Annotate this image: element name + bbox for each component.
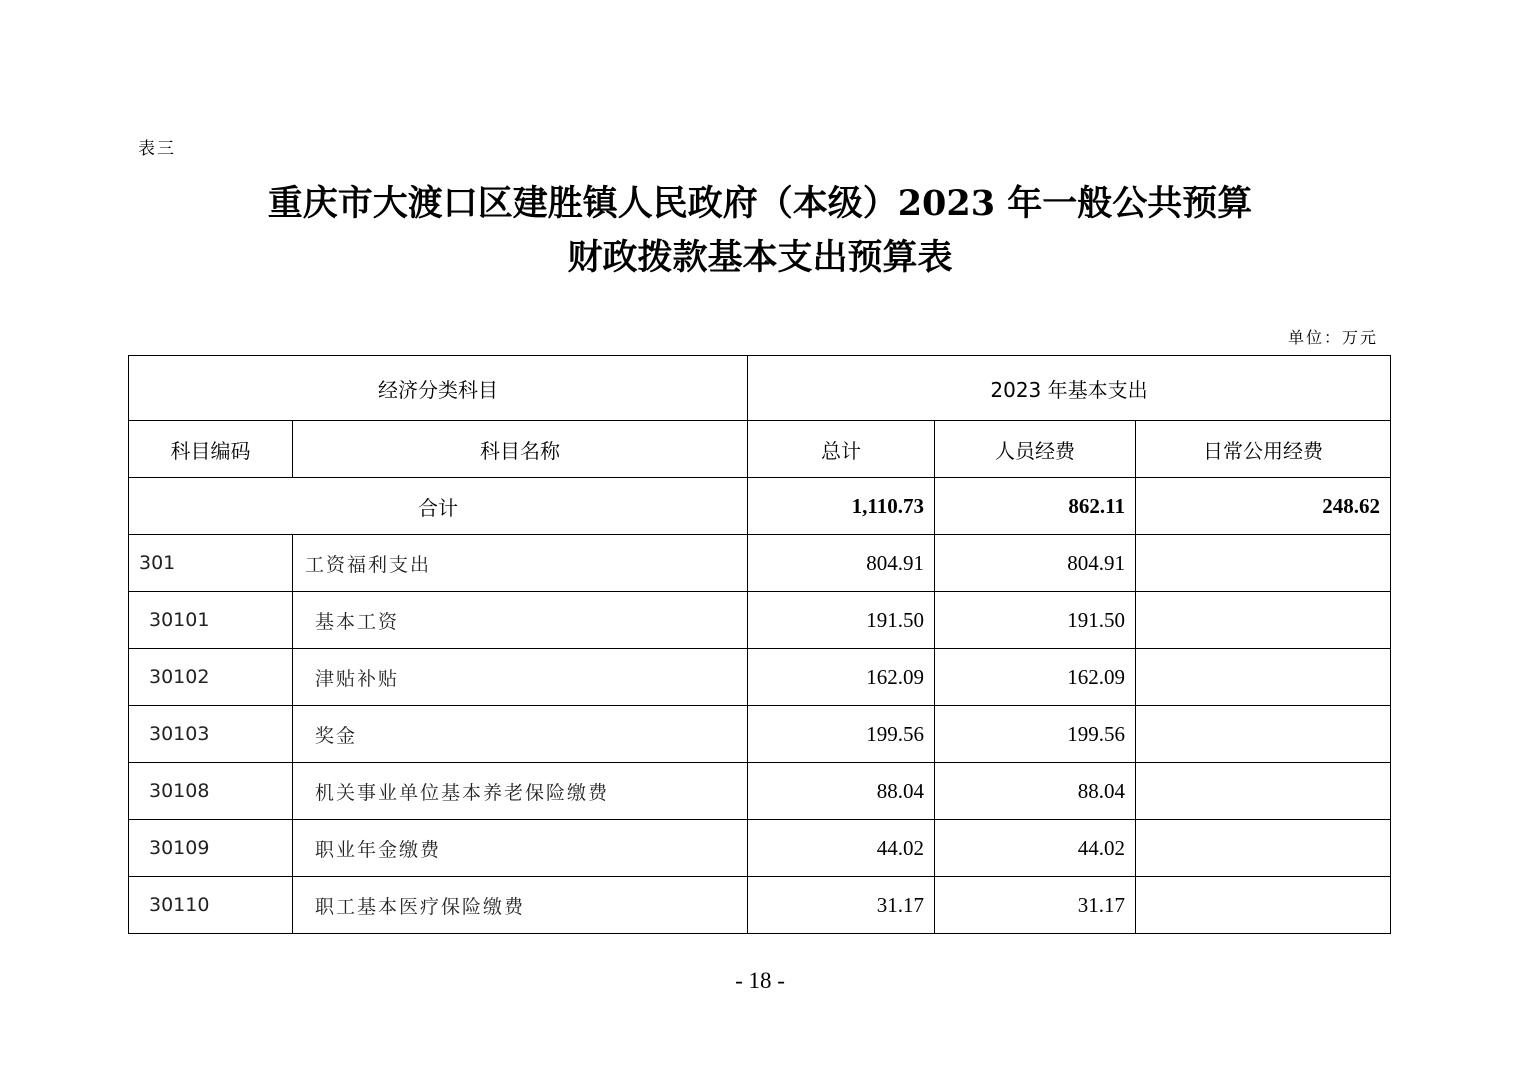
row-total: 191.50 bbox=[748, 592, 935, 649]
header-basic-expenditure: 2023 年基本支出 bbox=[748, 356, 1391, 421]
row-public bbox=[1136, 763, 1391, 820]
row-total: 199.56 bbox=[748, 706, 935, 763]
row-name: 津贴补贴 bbox=[293, 649, 748, 706]
unit-label: 单位：万元 bbox=[1287, 328, 1378, 347]
row-personnel: 162.09 bbox=[935, 649, 1136, 706]
row-name: 工资福利支出 bbox=[293, 535, 748, 592]
row-personnel: 88.04 bbox=[935, 763, 1136, 820]
table-row bbox=[129, 592, 1391, 649]
header-group-row bbox=[129, 356, 1391, 421]
row-name: 职工基本医疗保险缴费 bbox=[293, 877, 748, 934]
row-public bbox=[1136, 649, 1391, 706]
document-title-line-2: 财政拨款基本支出预算表 bbox=[567, 237, 953, 278]
total-public: 248.62 bbox=[1136, 478, 1391, 535]
row-public bbox=[1136, 877, 1391, 934]
header-economic-classification: 经济分类科目 bbox=[129, 356, 748, 421]
table-row bbox=[129, 649, 1391, 706]
row-total: 162.09 bbox=[748, 649, 935, 706]
row-total: 804.91 bbox=[748, 535, 935, 592]
row-public bbox=[1136, 592, 1391, 649]
table-row bbox=[129, 877, 1391, 934]
row-code: 301 bbox=[129, 535, 293, 592]
table-row bbox=[129, 706, 1391, 763]
page-number: - 18 - bbox=[735, 968, 785, 993]
row-code: 30108 bbox=[129, 763, 293, 820]
row-personnel: 804.91 bbox=[935, 535, 1136, 592]
total-row bbox=[129, 478, 1391, 535]
row-code: 30109 bbox=[129, 820, 293, 877]
row-public bbox=[1136, 535, 1391, 592]
row-code: 30103 bbox=[129, 706, 293, 763]
row-code: 30101 bbox=[129, 592, 293, 649]
column-header-name: 科目名称 bbox=[293, 421, 748, 478]
row-total: 31.17 bbox=[748, 877, 935, 934]
row-personnel: 31.17 bbox=[935, 877, 1136, 934]
row-personnel: 191.50 bbox=[935, 592, 1136, 649]
row-personnel: 199.56 bbox=[935, 706, 1136, 763]
column-header-code: 科目编码 bbox=[129, 421, 293, 478]
table-row bbox=[129, 763, 1391, 820]
budget-table bbox=[128, 355, 1391, 934]
row-total: 88.04 bbox=[748, 763, 935, 820]
row-public bbox=[1136, 706, 1391, 763]
row-total: 44.02 bbox=[748, 820, 935, 877]
total-label: 合计 bbox=[129, 478, 748, 535]
row-name: 职业年金缴费 bbox=[293, 820, 748, 877]
column-header-total: 总计 bbox=[748, 421, 935, 478]
header-columns-row bbox=[129, 421, 1391, 478]
row-name: 奖金 bbox=[293, 706, 748, 763]
table-label: 表三 bbox=[138, 139, 176, 159]
column-header-personnel: 人员经费 bbox=[935, 421, 1136, 478]
total-total: 1,110.73 bbox=[748, 478, 935, 535]
row-personnel: 44.02 bbox=[935, 820, 1136, 877]
row-code: 30102 bbox=[129, 649, 293, 706]
row-name: 基本工资 bbox=[293, 592, 748, 649]
row-name: 机关事业单位基本养老保险缴费 bbox=[293, 763, 748, 820]
document-title-line-1: 重庆市大渡口区建胜镇人民政府（本级）2023 年一般公共预算 bbox=[267, 183, 1253, 224]
total-personnel: 862.11 bbox=[935, 478, 1136, 535]
table-row bbox=[129, 820, 1391, 877]
row-public bbox=[1136, 820, 1391, 877]
table-row bbox=[129, 535, 1391, 592]
column-header-public: 日常公用经费 bbox=[1136, 421, 1391, 478]
row-code: 30110 bbox=[129, 877, 293, 934]
